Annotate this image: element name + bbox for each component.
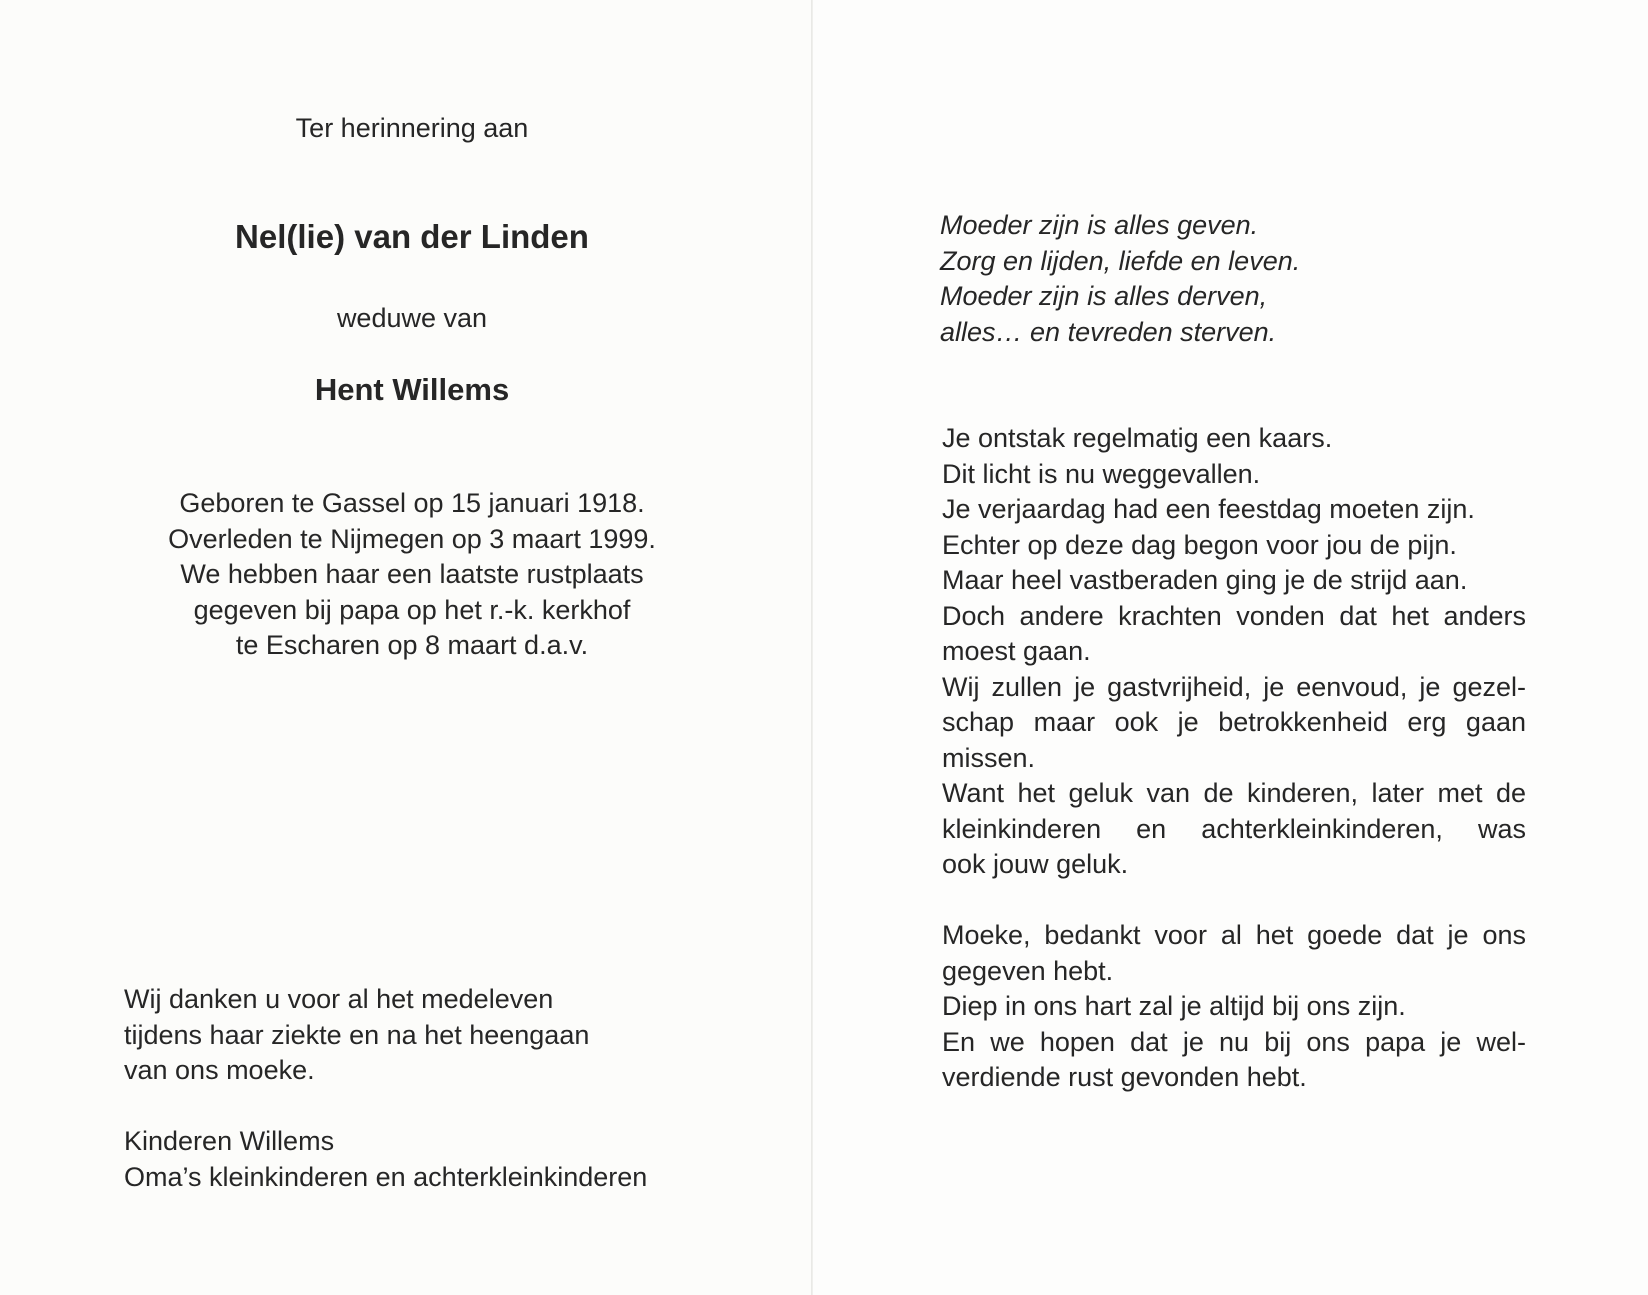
- tribute-line: Echter op deze dag begon voor jou de pijn.: [942, 529, 1457, 560]
- tribute-line: Dit licht is nu weggevallen.: [942, 458, 1261, 489]
- detail-line: Overleden te Nijmegen op 3 maart 1999.: [168, 523, 656, 554]
- tribute-line: Doch andere krachten vonden dat het anders: [942, 600, 1526, 631]
- tribute-paragraph: [942, 421, 1526, 883]
- poem-line: Moeder zijn is alles geven.: [940, 210, 1259, 240]
- poem-line: Zorg en lijden, liefde en leven.: [940, 245, 1301, 276]
- spouse-name: Hent Willems: [314, 372, 510, 407]
- life-details: [0, 486, 824, 664]
- tribute-line: Je ontstak regelmatig een kaars.: [942, 423, 1333, 453]
- thanks-line: van ons moeke.: [124, 1055, 315, 1085]
- tribute-line: missen.: [942, 742, 1036, 773]
- detail-line: gegeven bij papa op het r.-k. kerkhof: [193, 594, 631, 625]
- closing-line: En we hopen dat je nu bij ons papa je wel-: [942, 1026, 1526, 1057]
- tribute-line: Maar heel vastberaden ging je de strijd aan.: [942, 565, 1468, 595]
- closing-line: gegeven hebt.: [942, 955, 1114, 986]
- tribute-line: ook jouw geluk.: [942, 849, 1129, 879]
- closing-line: verdiende rust gevonden hebt.: [942, 1062, 1307, 1092]
- poem-line: Moeder zijn is alles derven,: [940, 281, 1268, 311]
- thanks-text: [124, 982, 589, 1089]
- thanks-line: Wij danken u voor al het medeleven: [124, 984, 554, 1014]
- closing-line: Moeke, bedankt voor al het goede dat je ons: [942, 920, 1526, 950]
- deceased-name: Nel(lie) van der Linden: [235, 218, 589, 255]
- signatures: [124, 1124, 647, 1195]
- poem: [940, 208, 1300, 350]
- tribute-line: schap maar ook je betrokkenheid erg gaan: [942, 707, 1526, 737]
- signature-line: Oma’s kleinkinderen en achterkleinkinderen: [124, 1161, 648, 1192]
- tribute-line: Want het geluk van de kinderen, later met de: [942, 778, 1526, 808]
- poem-line: alles… en tevreden sterven.: [940, 316, 1277, 347]
- detail-line: We hebben haar een laatste rustplaats: [180, 559, 644, 589]
- tribute-line: Wij zullen je gastvrijheid, je eenvoud, je gezel-: [942, 671, 1526, 702]
- tribute-line: moest gaan.: [942, 636, 1091, 666]
- tribute-line: kleinkinderen en achterkleinkinderen, was: [942, 813, 1526, 844]
- closing-paragraph: [942, 918, 1526, 1096]
- intro-text: Ter herinnering aan: [295, 113, 529, 143]
- relation-text: weduwe van: [336, 303, 488, 333]
- thanks-line: tijdens haar ziekte en na het heengaan: [124, 1019, 590, 1050]
- closing-line: Diep in ons hart zal je altijd bij ons zijn.: [942, 991, 1406, 1021]
- detail-line: Geboren te Gassel op 15 januari 1918.: [179, 488, 645, 518]
- detail-line: te Escharen op 8 maart d.a.v.: [235, 630, 589, 660]
- signature-line: Kinderen Willems: [124, 1126, 335, 1156]
- tribute-line: Je verjaardag had een feestdag moeten zijn.: [942, 494, 1475, 524]
